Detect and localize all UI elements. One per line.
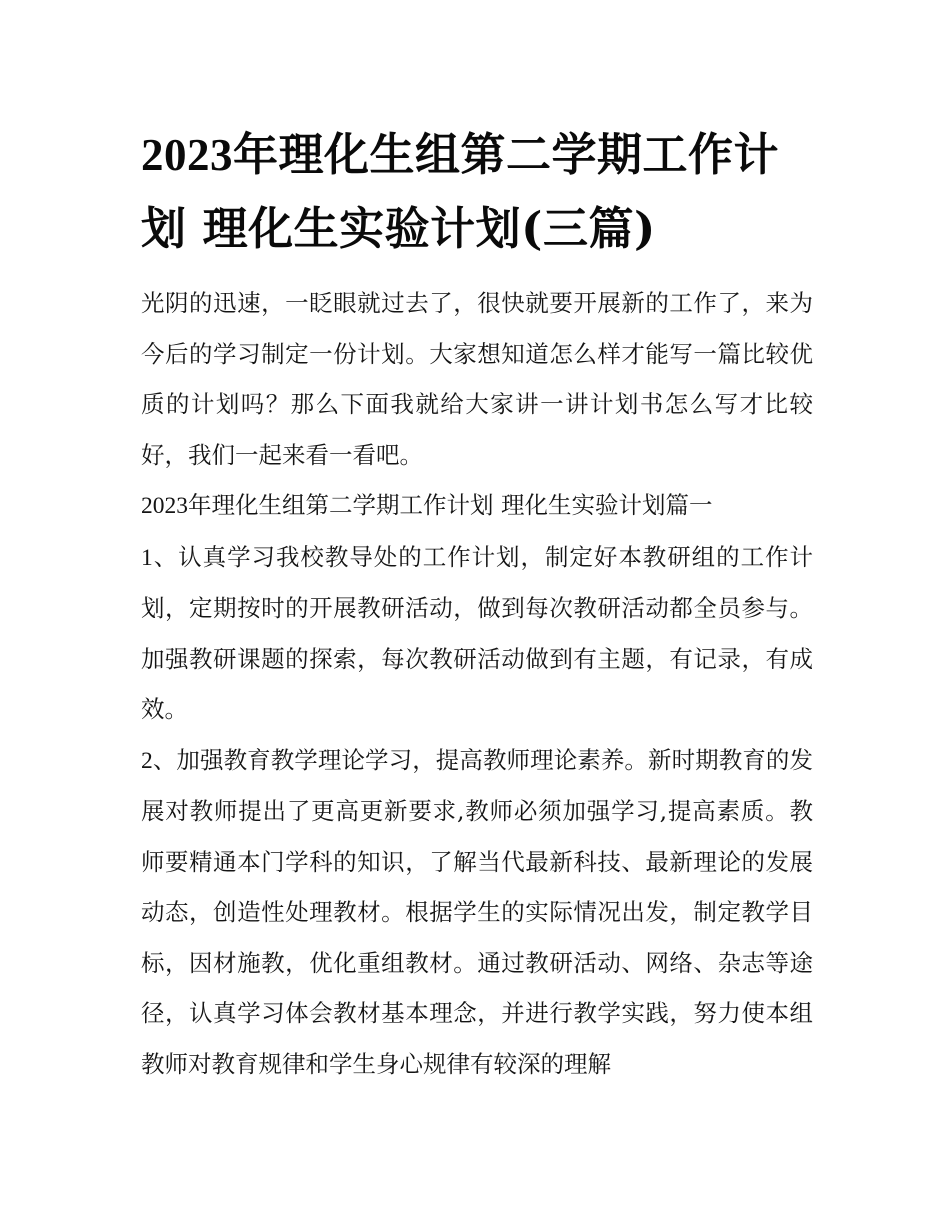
list-item [141, 735, 813, 1090]
section-heading-year: 2023 [141, 493, 188, 519]
section-heading-text: 年理化生组第二学期工作计划 理化生实验计划篇一 [188, 491, 713, 519]
item-number: 2 [141, 747, 153, 774]
item-number: 1 [141, 544, 153, 571]
item-text: 、加强教育教学理论学习，提高教师理论素养。新时期教育的发展对教师提出了更高更新要求,教师必须加强学习,提高素质。教师要精通本门学科的知识，了解当代最新科技、最新理论的发展动态，创造性处理教材。根据学生的实际情况出发，制定教学目标，因材施教，优化重组教材。通过教研活动、网络、杂志等途径，认真学习体会教材基本理念，并进行教学实践，努力使本组教师对教育规律和学生身心规律有较深的理解 [141, 745, 813, 1078]
document-content [141, 118, 813, 1089]
list-item [141, 532, 813, 735]
title-text: 年理化生组第二学期工作计划 理化生实验计划(三篇) [141, 128, 780, 255]
section-heading [141, 480, 813, 532]
intro-paragraph: 光阴的迅速，一眨眼就过去了，很快就要开展新的工作了，来为今后的学习制定一份计划。大家想知道怎么样才能写一篇比较优质的计划吗？那么下面我就给大家讲一讲计划书怎么写才比较好，我们一起来看一看吧。 [141, 289, 813, 469]
item-text: 、认真学习我校教导处的工作计划，制定好本教研组的工作计划，定期按时的开展教研活动，做到每次教研活动都全员参与。加强教研课题的探索，每次教研活动做到有主题，有记录，有成效。 [141, 542, 813, 723]
title-year: 2023 [141, 130, 233, 180]
document-title [141, 118, 813, 266]
